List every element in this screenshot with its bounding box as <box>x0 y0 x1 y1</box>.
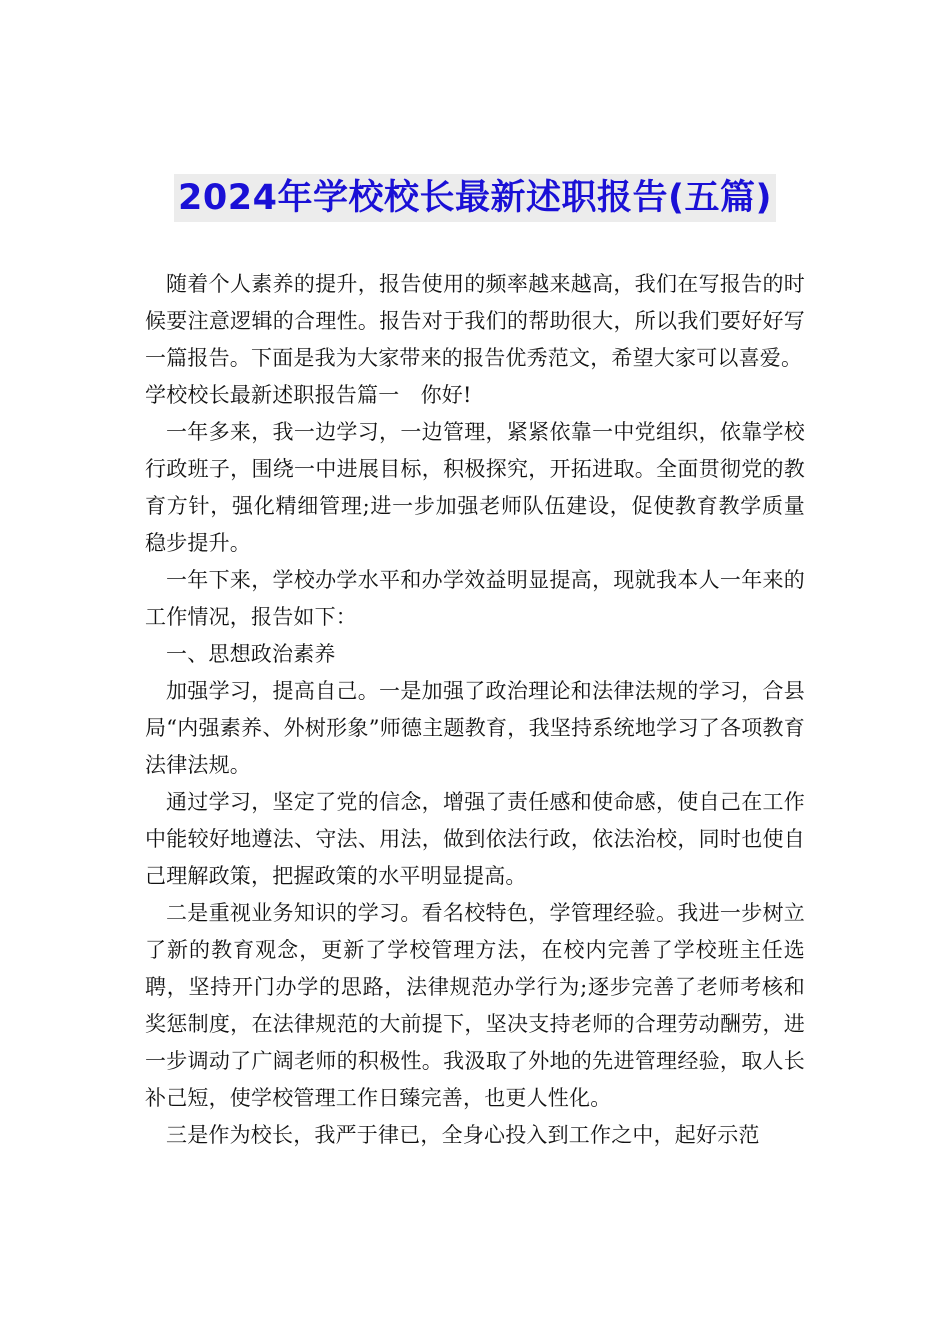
title-container <box>0 174 950 222</box>
body-paragraph: 二是重视业务知识的学习。看名校特色，学管理经验。我进一步树立了新的教育观念，更新了学校管理方法，在校内完善了学校班主任选聘，坚持开门办学的思路，法律规范办学行为;逐步完善了老师考核和奖惩制度，在法律规范的大前提下，坚决支持老师的合理劳动酬劳，进一步调动了广阔老师的积极性。我汲取了外地的先进管理经验，取人长补己短，使学校管理工作日臻完善，也更人性化。 <box>145 901 805 1110</box>
body-paragraph: 通过学习，坚定了党的信念，增强了责任感和使命感，使自己在工作中能较好地遵法、守法、用法，做到依法行政，依法治校，同时也使自己理解政策，把握政策的水平明显提高。 <box>145 790 805 888</box>
body-paragraph: 三是作为校长，我严于律已，全身心投入到工作之中，起好示范 <box>166 1123 760 1147</box>
body-paragraph: 一年多来，我一边学习，一边管理，紧紧依靠一中党组织，依靠学校行政班子，围绕一中进展目标，积极探究，开拓进取。全面贯彻党的教育方针，强化精细管理;进一步加强老师队伍建设，促使教育教学质量稳步提升。 <box>145 420 805 555</box>
body-paragraph: 加强学习，提高自己。一是加强了政治理论和法律法规的学习，合县局“内强素养、外树形象”师德主题教育，我坚持系统地学习了各项教育法律法规。 <box>145 679 805 777</box>
document-body <box>145 266 805 1154</box>
body-paragraph: 一年下来，学校办学水平和办学效益明显提高，现就我本人一年来的工作情况，报告如下： <box>145 568 805 629</box>
section-heading: 学校校长最新述职报告篇一 你好! <box>145 383 472 407</box>
document-title: 2024年学校校长最新述职报告(五篇) <box>174 174 776 222</box>
subsection-heading: 一、思想政治素养 <box>166 642 336 666</box>
intro-paragraph: 随着个人素养的提升，报告使用的频率越来越高，我们在写报告的时候要注意逻辑的合理性。报告对于我们的帮助很大，所以我们要好好写一篇报告。下面是我为大家带来的报告优秀范文，希望大家可以喜爱。 <box>145 272 805 370</box>
